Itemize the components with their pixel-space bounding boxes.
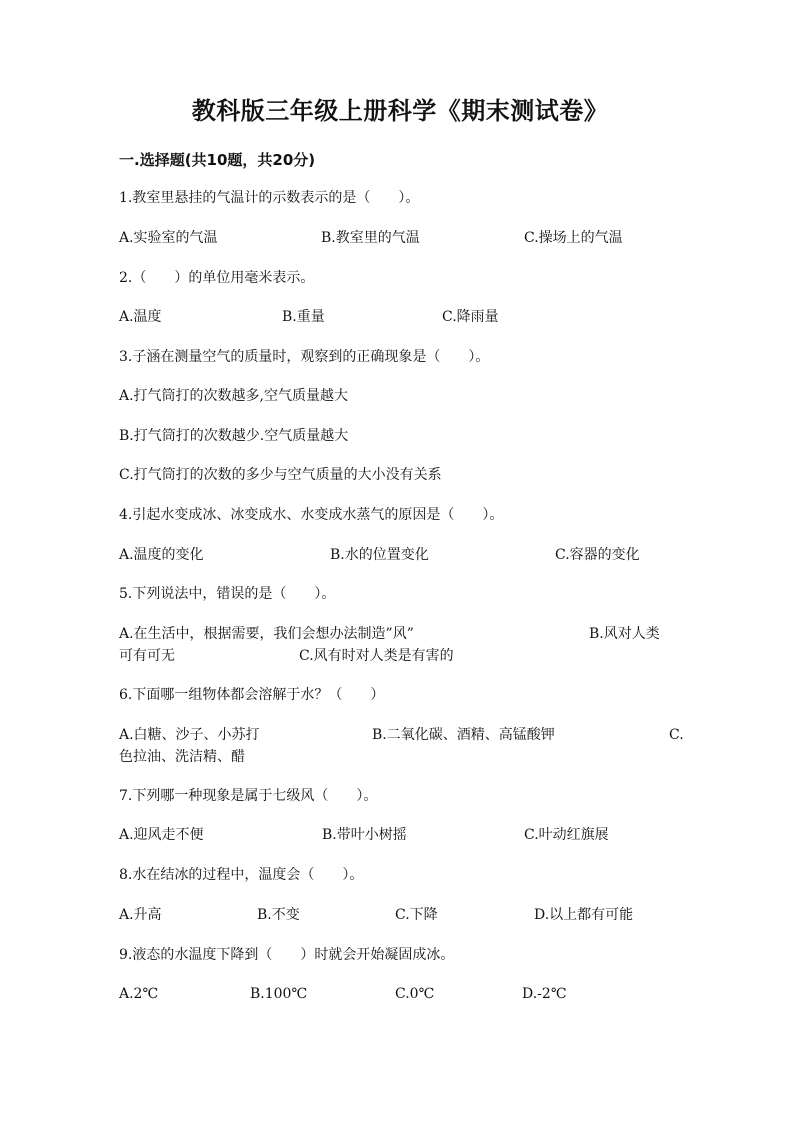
question-6-option-c: C. (669, 727, 684, 743)
question-9-option-a: A.2℃ (119, 986, 159, 1002)
question-6-stem: 6.下面哪一组物体都会溶解于水？（ ） (119, 687, 385, 703)
question-1-option-c: C.操场上的气温 (524, 230, 623, 246)
question-3-option-a: A.打气筒打的次数越多,空气质量越大 (119, 388, 349, 404)
question-5-option-c: C.风有时对人类是有害的 (299, 648, 454, 664)
question-6-option-b: B.二氧化碳、酒精、高锰酸钾 (372, 727, 555, 743)
question-9-option-b: B.100℃ (250, 986, 308, 1002)
question-7-option-a: A.迎风走不便 (119, 827, 204, 843)
question-7-option-b: B.带叶小树摇 (322, 827, 407, 843)
question-8-stem: 8.水在结冰的过程中，温度会（ ）。 (119, 867, 364, 883)
question-8-option-c: C.下降 (395, 907, 438, 923)
question-5-option-b-continued: 可有可无 (119, 648, 175, 664)
question-1-option-b: B.教室里的气温 (321, 230, 420, 246)
section-heading: 一.选择题(共10题，共20分) (119, 151, 316, 169)
question-4-stem: 4.引起水变成冰、冰变成水、水变成水蒸气的原因是（ ）。 (119, 507, 504, 523)
question-4-option-b: B.水的位置变化 (330, 547, 429, 563)
question-9-option-c: C.0℃ (395, 986, 435, 1002)
question-9-stem: 9.液态的水温度下降到（ ）时就会开始凝固成冰。 (119, 947, 455, 963)
question-1-option-a: A.实验室的气温 (119, 230, 218, 246)
page-title: 教科版三年级上册科学《期末测试卷》 (191, 97, 609, 125)
question-8-option-b: B.不变 (257, 907, 300, 923)
question-5-option-b: B.风对人类 (589, 626, 660, 642)
question-7-stem: 7.下列哪一种现象是属于七级风（ ）。 (119, 788, 378, 804)
question-9-option-d: D.-2℃ (522, 986, 567, 1002)
question-6-option-c-continued: 色拉油、洗洁精、醋 (119, 749, 245, 765)
question-4-option-c: C.容器的变化 (555, 547, 640, 563)
question-1-stem: 1.教室里悬挂的气温计的示数表示的是（ ）。 (119, 190, 420, 206)
question-4-option-a: A.温度的变化 (119, 547, 204, 563)
question-8-option-d: D.以上都有可能 (534, 907, 634, 923)
question-2-stem: 2.（ ）的单位用毫米表示。 (119, 270, 315, 286)
question-6-option-a: A.白糖、沙子、小苏打 (119, 727, 260, 743)
question-3-option-b: B.打气筒打的次数越少.空气质量越大 (119, 428, 349, 444)
question-7-option-c: C.叶动红旗展 (524, 827, 609, 843)
question-2-option-a: A.温度 (119, 309, 162, 325)
question-5-stem: 5.下列说法中，错误的是（ ）。 (119, 586, 336, 602)
question-5-option-a: A.在生活中，根据需要，我们会想办法制造”风” (119, 626, 414, 642)
question-3-option-c: C.打气筒打的次数的多少与空气质量的大小没有关系 (119, 467, 442, 483)
question-8-option-a: A.升高 (119, 907, 162, 923)
question-2-option-b: B.重量 (282, 309, 325, 325)
question-2-option-c: C.降雨量 (442, 309, 499, 325)
question-3-stem: 3.子涵在测量空气的质量时，观察到的正确现象是（ ）。 (119, 349, 490, 365)
